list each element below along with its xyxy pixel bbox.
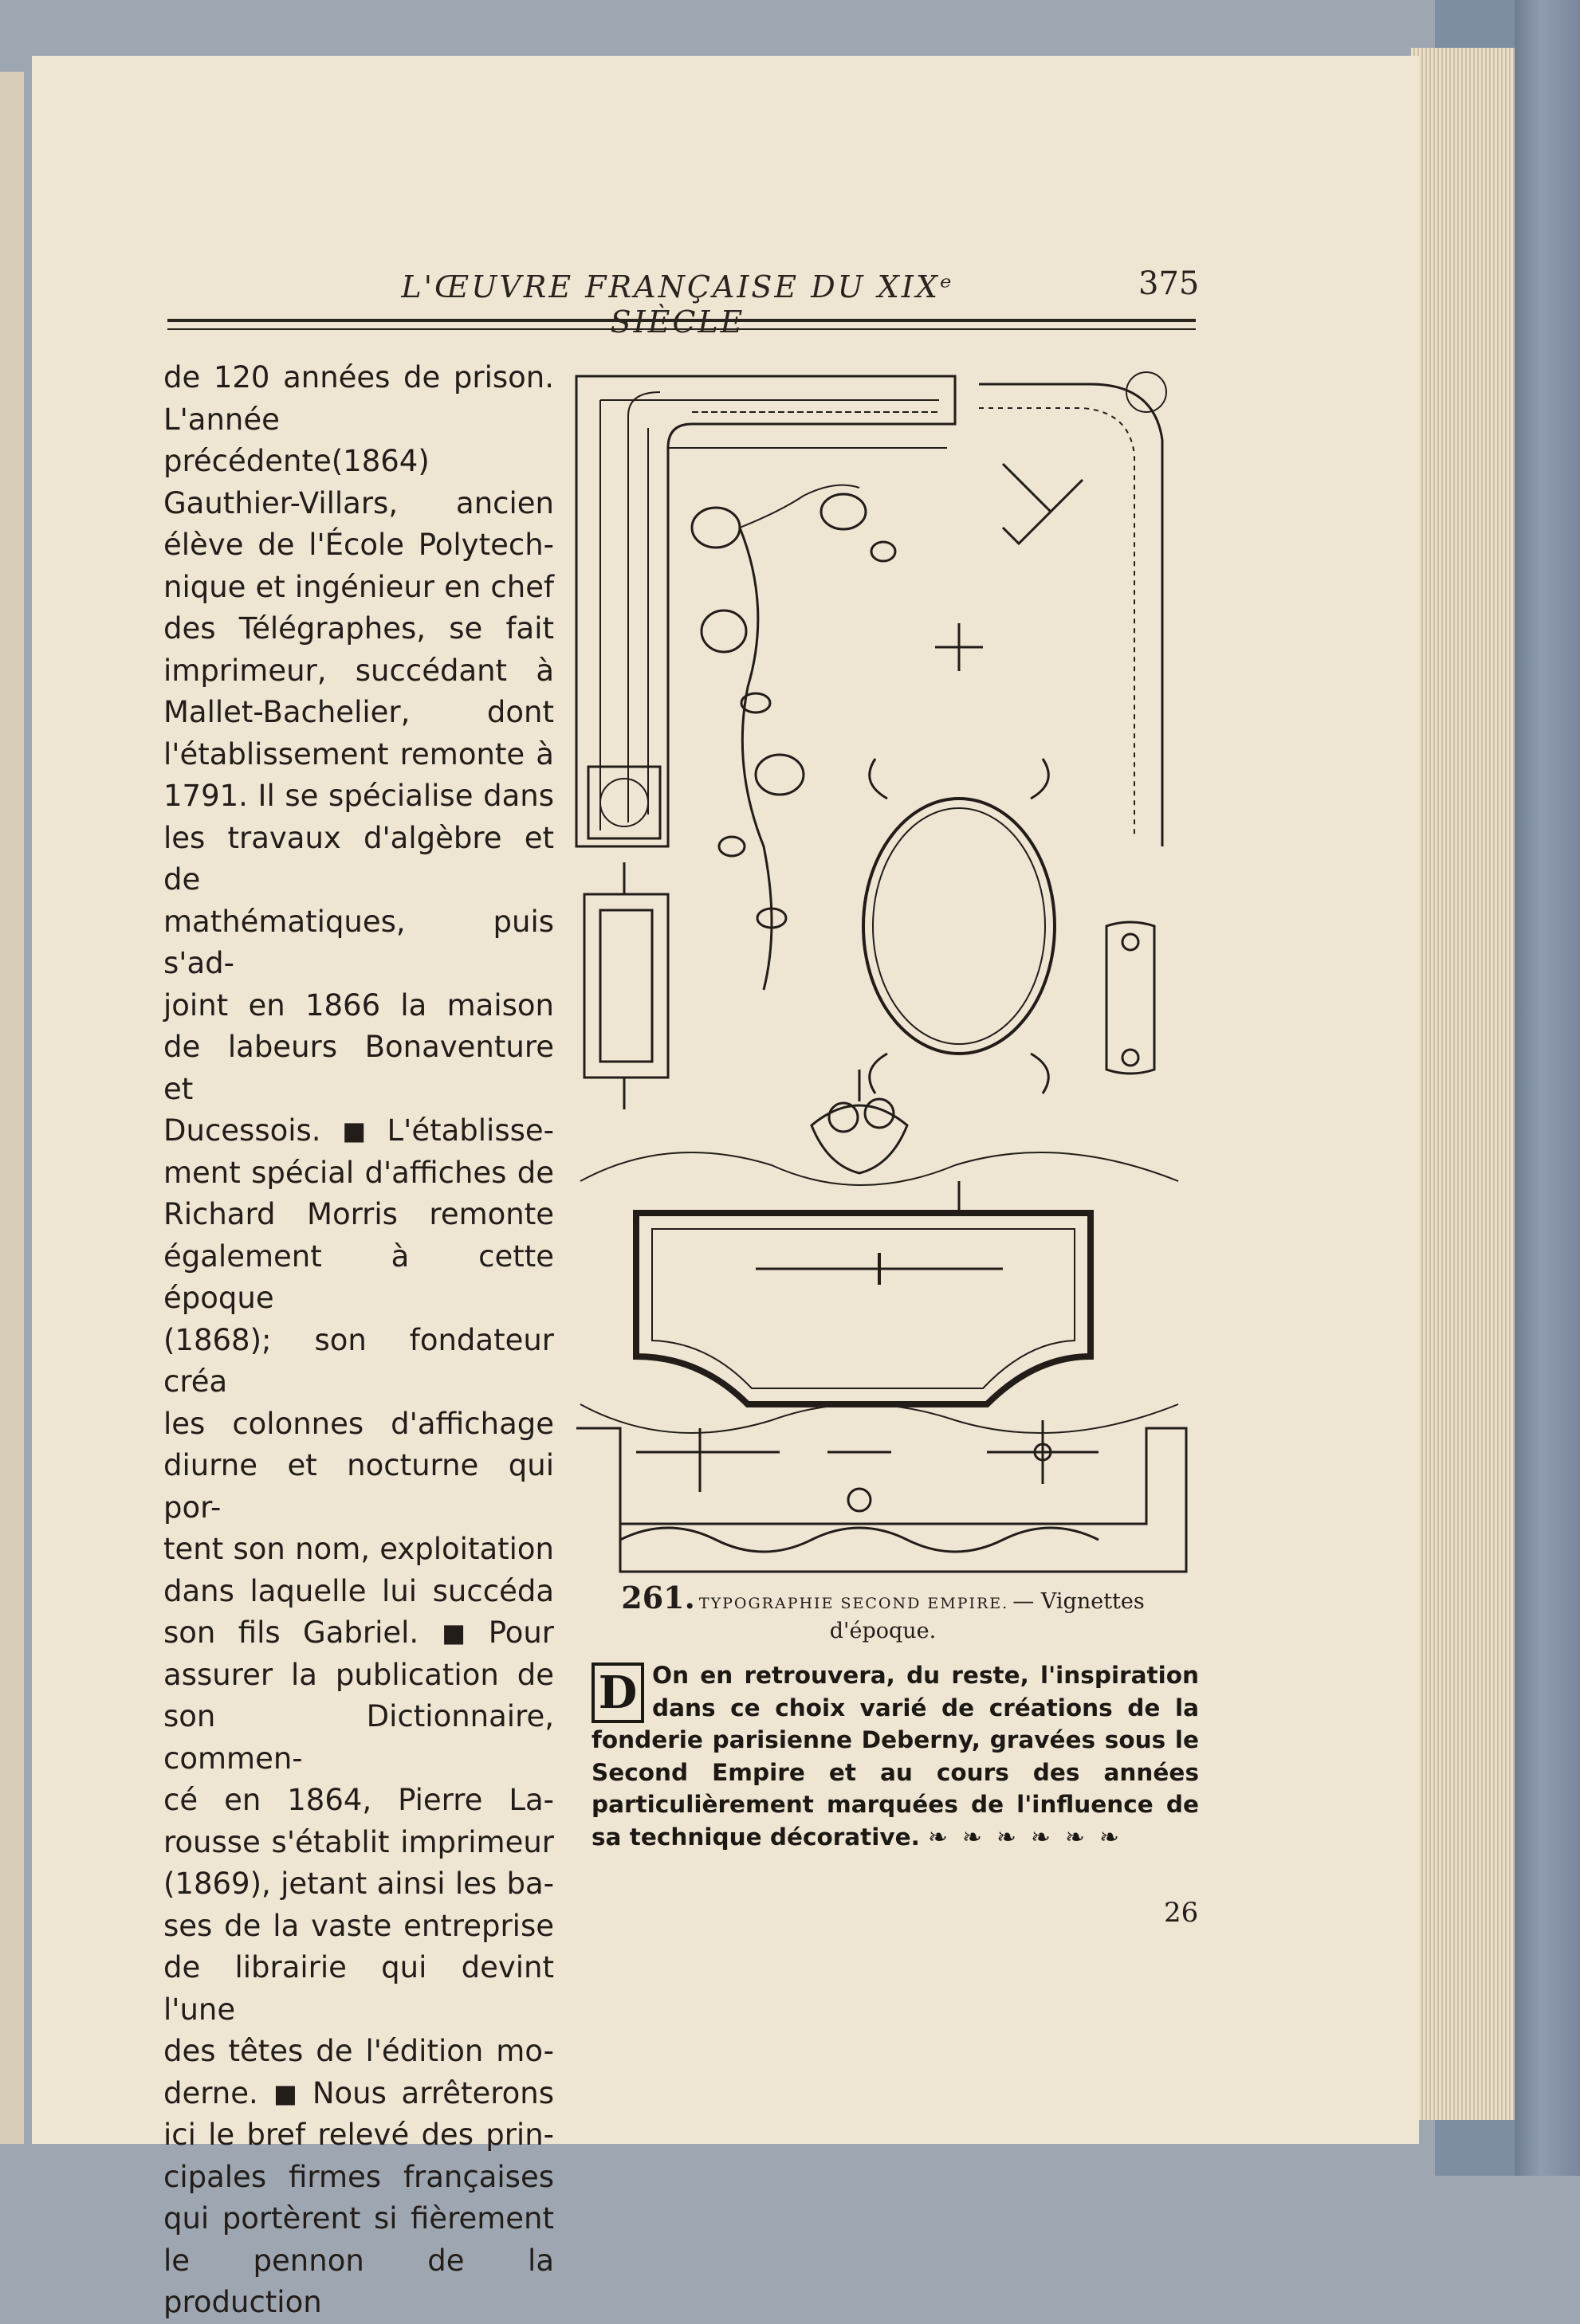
vignettes-illustration xyxy=(572,368,1193,1580)
running-title: L'ŒUVRE FRANÇAISE DU XIXᵉ SIÈCLE xyxy=(401,269,954,340)
text-line: nique et ingénieur en chef xyxy=(163,569,554,604)
text-line: (1868); son fondateur créa xyxy=(163,1322,554,1399)
cover-edge xyxy=(1515,0,1580,2176)
text-line: de 120 années de prison. xyxy=(163,360,554,395)
small-tablet-left xyxy=(584,894,668,1078)
caption-smallcaps: TYPOGRAPHIE SECOND EMPIRE. xyxy=(698,1595,1009,1612)
page-edges xyxy=(1411,48,1515,2120)
text-line: derne. ◼ Nous arrêterons xyxy=(163,2075,554,2110)
text-line: Mallet-Bachelier, dont xyxy=(163,695,554,729)
text-line: rousse s'établit imprimeur xyxy=(163,1824,554,1859)
text-line: de librairie qui devint l'une xyxy=(163,1950,554,2027)
header-rule xyxy=(167,319,1196,322)
text-line: diurne et nocturne qui por- xyxy=(163,1448,554,1525)
text-line: Ducessois. ◼ L'établisse- xyxy=(163,1113,554,1148)
text-line: son Dictionnaire, commen- xyxy=(163,1699,554,1776)
text-line: joint en 1866 la maison xyxy=(163,987,554,1023)
text-line: ment spécial d'affiches de xyxy=(163,1155,554,1190)
text-line: 1791. Il se spécialise dans xyxy=(163,779,554,813)
caption-rest: — Vignettes d'époque. xyxy=(829,1589,1145,1643)
text-line: l'établissement remonte à xyxy=(163,736,554,771)
text-line: également à cette époque xyxy=(163,1239,554,1315)
text-line: Gauthier-Villars, ancien xyxy=(163,485,554,520)
text-line: (1869), jetant ainsi les ba- xyxy=(163,1867,554,1901)
large-cartouche xyxy=(636,1213,1091,1404)
oval-cartouche xyxy=(863,799,1055,1054)
text-line: élève de l'École Polytech- xyxy=(163,528,554,562)
corner-ornament-right xyxy=(979,384,1162,846)
left-page-edge xyxy=(0,72,24,2144)
note-text: On en retrouvera, du reste, l'inspiration dans ce choix varié de créations de la fonderie parisienne Deberny, gravées sous le Second Empire et au cours des années particulièrement marquées de l'influence de sa technique décorative. xyxy=(592,1662,1199,1851)
text-line: imprimeur, succédant à xyxy=(163,653,554,688)
text-line: de labeurs Bonaventure et xyxy=(163,1030,554,1106)
text-line: qui portèrent si fièrement xyxy=(163,2201,554,2236)
text-line: ici le bref relevé des prin- xyxy=(163,2118,554,2152)
signature-mark: 26 xyxy=(1164,1897,1199,1929)
body-text-column xyxy=(163,357,554,2324)
text-line: des têtes de l'édition mo- xyxy=(163,2034,554,2068)
text-line: les travaux d'algèbre et de xyxy=(163,820,554,897)
text-line: ses de la vaste entreprise xyxy=(163,1908,554,1943)
text-line: son fils Gabriel. ◼ Pour xyxy=(163,1615,554,1650)
text-line: assurer la publication de xyxy=(163,1657,554,1692)
drop-cap: D xyxy=(592,1663,644,1723)
figure-caption xyxy=(590,1580,1176,1647)
text-line: cé en 1864, Pierre La- xyxy=(163,1783,554,1817)
text-line: des Télégraphes, se fait xyxy=(163,611,554,646)
figure-number: 261. xyxy=(621,1580,695,1615)
text-line: le pennon de la production xyxy=(163,2243,554,2319)
text-line: Richard Morris remonte xyxy=(163,1197,554,1231)
text-line: les colonnes d'affichage xyxy=(163,1406,554,1441)
text-line: L'année précédente(1864) xyxy=(163,402,430,478)
vine-ornaments: ❧ ❧ ❧ ❧ ❧ ❧ xyxy=(928,1823,1122,1851)
text-line: cipales firmes françaises xyxy=(163,2159,554,2194)
note-paragraph xyxy=(592,1659,1199,1853)
text-line: dans laquelle lui succéda xyxy=(163,1573,554,1608)
text-line: tent son nom, exploitation xyxy=(163,1532,554,1566)
corner-frame-ornament xyxy=(576,376,955,846)
header-rule-thin xyxy=(167,328,1196,330)
bottom-border-strip xyxy=(576,1428,1186,1572)
text-line: mathématiques, puis s'ad- xyxy=(163,904,554,980)
page-number: 375 xyxy=(1138,265,1200,302)
